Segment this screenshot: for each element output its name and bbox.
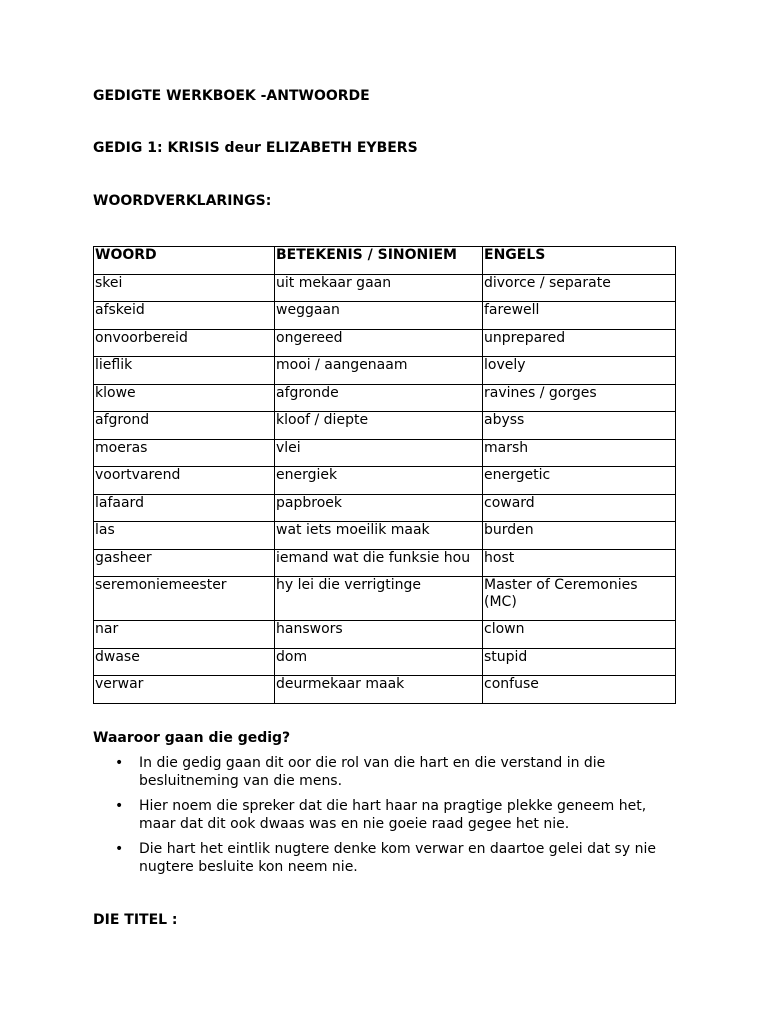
header-woord: WOORD [94,247,275,275]
cell-engels: stupid [483,648,676,676]
list-item [93,798,673,833]
vocabulary-table-body [94,274,676,703]
cell-betekenis: dom [275,648,483,676]
cell-woord: lafaard [94,494,275,522]
vocabulary-table [93,246,676,704]
cell-betekenis: deurmekaar maak [275,676,483,704]
cell-engels: ravines / gorges [483,384,676,412]
cell-betekenis: energiek [275,467,483,495]
cell-woord: voortvarend [94,467,275,495]
cell-woord: nar [94,621,275,649]
cell-woord: afgrond [94,412,275,440]
table-row [94,648,676,676]
cell-betekenis: kloof / diepte [275,412,483,440]
cell-betekenis: uit mekaar gaan [275,274,483,302]
bullet-icon: • [115,798,124,814]
cell-betekenis: afgronde [275,384,483,412]
cell-betekenis: mooi / aangenaam [275,357,483,385]
table-row [94,549,676,577]
table-row [94,439,676,467]
table-row [94,621,676,649]
cell-woord: gasheer [94,549,275,577]
cell-engels: host [483,549,676,577]
cell-betekenis: hy lei die verrigtinge [275,577,483,621]
cell-engels: divorce / separate [483,274,676,302]
cell-engels: marsh [483,439,676,467]
table-row [94,412,676,440]
list-item [93,841,673,876]
poem-title: GEDIG 1: KRISIS deur ELIZABETH EYBERS [93,140,418,156]
header-betekenis: BETEKENIS / SINONIEM [275,247,483,275]
table-header-row [94,247,676,275]
bullet-text: In die gedig gaan dit oor die rol van die hart en die verstand in die besluitneming van die mens. [139,755,606,789]
table-row [94,274,676,302]
cell-engels: coward [483,494,676,522]
bullet-text: Hier noem die spreker dat die hart haar na pragtige plekke geneem het, maar dat dit ook dwaas was en nie goeie raad gegee het nie. [139,798,647,832]
table-row [94,329,676,357]
bullet-text: Die hart het eintlik nugtere denke kom verwar en daartoe gelei dat sy nie nugtere besluite kon neem nie. [139,841,656,875]
cell-engels: confuse [483,676,676,704]
cell-engels: unprepared [483,329,676,357]
cell-betekenis: ongereed [275,329,483,357]
cell-woord: lieflik [94,357,275,385]
cell-engels: lovely [483,357,676,385]
cell-betekenis: hanswors [275,621,483,649]
cell-woord: las [94,522,275,550]
table-row [94,302,676,330]
document-title: GEDIGTE WERKBOEK -ANTWOORDE [93,88,370,104]
header-engels: ENGELS [483,247,676,275]
cell-betekenis: wat iets moeilik maak [275,522,483,550]
cell-engels: energetic [483,467,676,495]
cell-woord: klowe [94,384,275,412]
title-section-heading: DIE TITEL : [93,912,178,928]
vocabulary-heading: WOORDVERKLARINGS: [93,193,272,209]
cell-engels: abyss [483,412,676,440]
cell-engels: farewell [483,302,676,330]
cell-betekenis: weggaan [275,302,483,330]
cell-woord: afskeid [94,302,275,330]
table-row [94,522,676,550]
list-item [93,755,673,790]
table-row [94,494,676,522]
summary-bullet-list [93,755,673,884]
cell-betekenis: papbroek [275,494,483,522]
cell-woord: skei [94,274,275,302]
table-row [94,577,676,621]
bullet-icon: • [115,841,124,857]
cell-engels: burden [483,522,676,550]
cell-betekenis: vlei [275,439,483,467]
cell-woord: onvoorbereid [94,329,275,357]
question-heading: Waaroor gaan die gedig? [93,730,291,746]
cell-woord: seremoniemeester [94,577,275,621]
table-row [94,384,676,412]
table-row [94,467,676,495]
cell-engels: clown [483,621,676,649]
cell-betekenis: iemand wat die funksie hou [275,549,483,577]
cell-woord: moeras [94,439,275,467]
cell-woord: dwase [94,648,275,676]
cell-woord: verwar [94,676,275,704]
table-row [94,357,676,385]
bullet-icon: • [115,755,124,771]
table-row [94,676,676,704]
cell-engels: Master of Ceremonies (MC) [483,577,676,621]
